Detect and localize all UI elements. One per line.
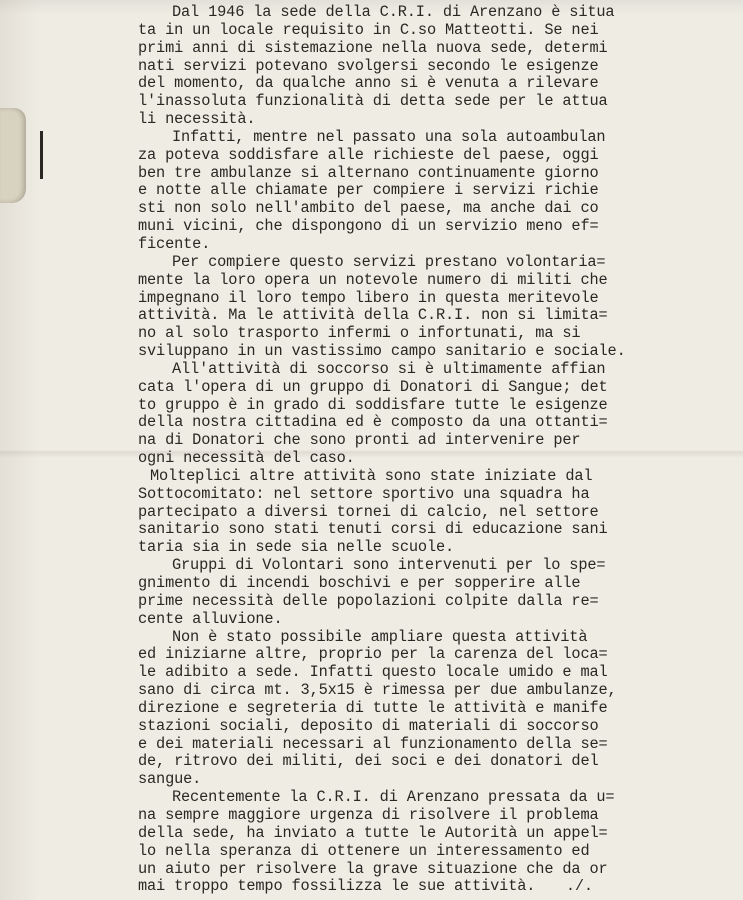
text-line: sviluppano in un vastissimo campo sanitario e sociale. [138, 342, 626, 361]
text-line: attività. Ma le attività della C.R.I. non si limita= [138, 306, 608, 325]
text-line: della sede, ha inviato a tutte le Autorità un appel= [138, 823, 608, 842]
text-line: muni vicini, che dispongono di un servizio meno ef= [138, 217, 599, 236]
text-line: e dei materiali necessari al funzionamento della se= [138, 734, 608, 753]
text-line: sano di circa mt. 3,5x15 è rimessa per due ambulanze, [138, 681, 617, 700]
text-line: na di Donatori che sono pronti ad intervenire per [138, 431, 581, 450]
text-line: ficente. [138, 234, 211, 253]
text-line: cente alluvione. [138, 609, 283, 628]
text-line: Non è stato possibile ampliare questa attività [172, 627, 588, 646]
text-line: le adibito a sede. Infatti questo locale umido e mal [138, 663, 608, 682]
text-line: del momento, da qualche anno si è venuta a rilevare [138, 74, 599, 93]
text-line: Sottocomitato: nel settore sportivo una squadra ha [138, 484, 590, 503]
text-line: della nostra cittadina ed è composto da una ottanti= [138, 413, 608, 432]
text-line: li necessità. [138, 110, 256, 129]
text-line: stazioni sociali, deposito di materiali di soccorso [138, 716, 599, 735]
text-line: Molteplici altre attività sono state iniziate dal [150, 466, 593, 485]
text-line: sangue. [138, 770, 202, 789]
text-line: Gruppi di Volontari sono intervenuti per lo spe= [172, 556, 606, 575]
text-line: e notte alle chiamate per compiere i servizi richie [138, 181, 599, 200]
text-line: partecipato a diversi tornei di calcio, nel settore [138, 502, 599, 521]
text-line: direzione e segreteria di tutte le attività e manife [138, 698, 608, 717]
text-line: Per compiere questo servizi prestano volontaria= [172, 252, 606, 271]
continuation-mark: ./. [566, 878, 594, 895]
text-line: primi anni di sistemazione nella nuova sede, determi [138, 38, 608, 57]
text-line: sanitario sono stati tenuti corsi di educazione sani [138, 520, 608, 539]
text-line: Dal 1946 la sede della C.R.I. di Arenzano è situa [172, 3, 615, 21]
text-line: mente la loro opera un notevole numero di militi che [138, 270, 608, 289]
text-line: prime necessità delle popolazioni colpite dalla re= [138, 591, 599, 610]
text-line: de, ritrovo dei militi, dei soci e dei donatori del [138, 752, 599, 771]
punch-hole-mark [40, 131, 43, 179]
text-line: All'attività di soccorso si è ultimamente affian [172, 359, 606, 378]
text-line: nati servizi potevano svolgersi secondo le esigenze [138, 56, 599, 75]
text-line: na sempre maggiore urgenza di risolvere il problema [138, 805, 599, 824]
text-line: l'inassoluta funzionalità di detta sede per le attua [138, 92, 608, 111]
text-line: ogni necessità del caso. [138, 449, 355, 468]
text-line: un aiuto per risolvere la grave situazione che da or [138, 859, 608, 878]
text-line: Recentemente la C.R.I. di Arenzano pressata da u= [172, 788, 615, 807]
text-line: ben tre ambulanze si alternano continuamente giorno [138, 163, 599, 182]
text-line: gnimento di incendi boschivi e per sopperire alle [138, 574, 581, 592]
text-line: Infatti, mentre nel passato una sola autoambulan [172, 127, 606, 146]
torn-margin [0, 108, 26, 203]
text-line: impegnano il loro tempo libero in questa meritevole [138, 288, 599, 307]
text-line: za poteva soddisfare alle richieste del paese, oggi [138, 145, 599, 164]
text-line: ta in un locale requisito in C.so Matteotti. Se nei [138, 20, 599, 39]
text-line: mai troppo tempo fossilizza le sue attività. [138, 877, 536, 896]
text-line: sti non solo nell'ambito del paese, ma anche dai co [138, 199, 599, 218]
text-line: no al solo trasporto infermi o infortunati, ma si [138, 324, 581, 343]
text-line: ed iniziarne altre, proprio per la carenza del loca= [138, 645, 608, 664]
text-line: to gruppo è in grado di soddisfare tutte le esigenze [138, 395, 608, 414]
text-line: cata l'opera di un gruppo di Donatori di Sangue; det [138, 377, 608, 396]
text-line: taria sia in sede sia nelle scuole. [138, 538, 455, 557]
typed-body-text [138, 4, 738, 896]
text-line: lo nella speranza di ottenere un interessamento ed [138, 841, 590, 860]
